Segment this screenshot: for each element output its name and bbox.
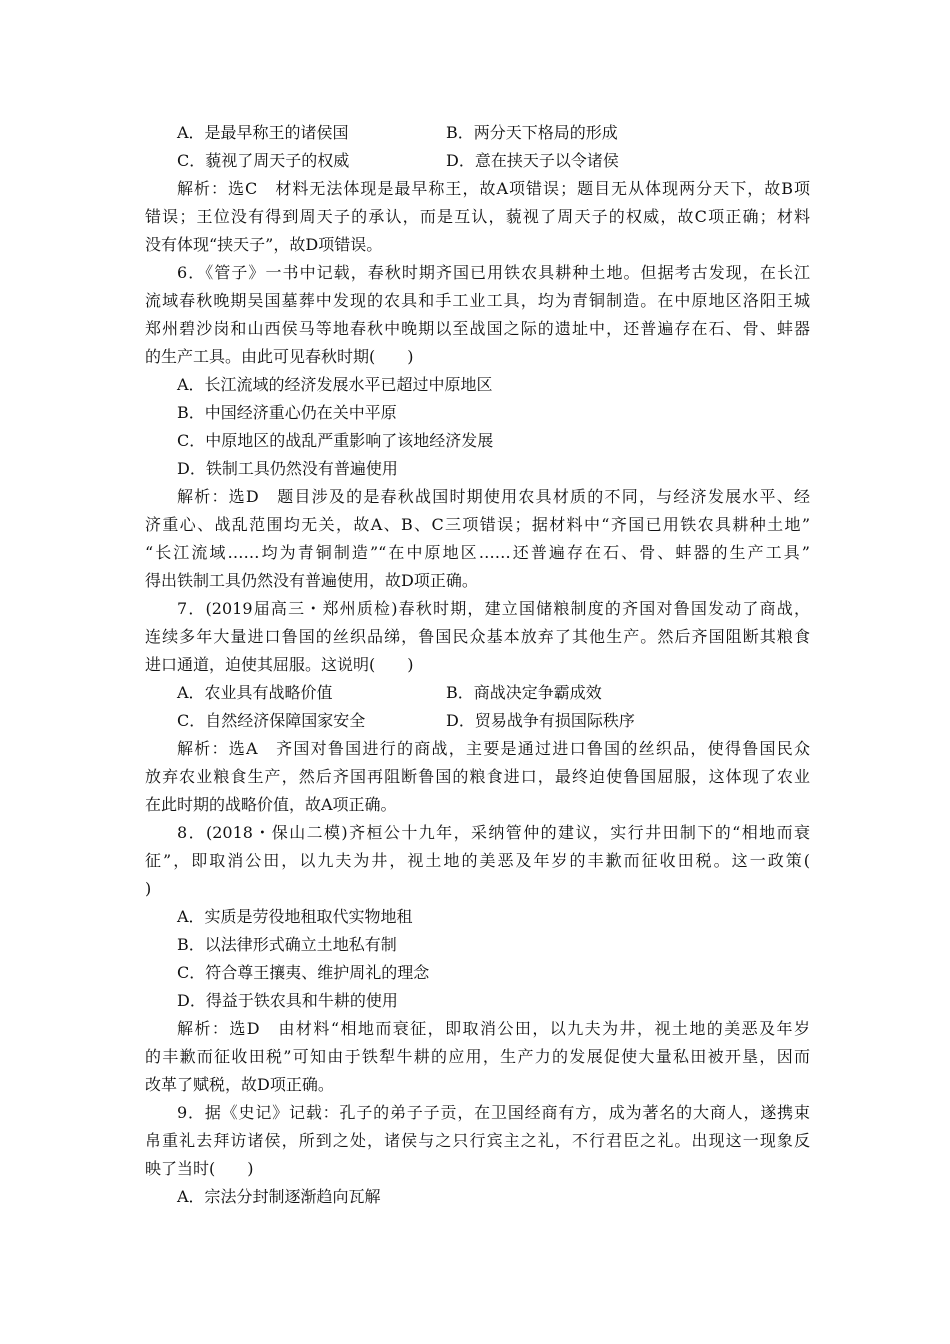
q9-stem-line-2: 帛重礼去拜访诸侯，所到之处，诸侯与之只行宾主之礼，不行君臣之礼。出现这一现象反 [145,1131,810,1150]
q6-analysis-line-4: 得出铁制工具仍然没有普遍使用，故D项正确。 [145,571,478,590]
q6-option-c: C．中原地区的战乱严重影响了该地经济发展 [177,431,494,450]
q9-stem-line-3: 映了当时( ) [145,1159,254,1178]
q8-analysis-line-1: 解析：选D 由材料“相地而衰征，即取消公田，以九夫为井，视土地的美恶及年岁 [177,1019,810,1038]
q6-stem-line-4: 的生产工具。由此可见春秋时期( ) [145,347,414,366]
q5-analysis-line-2: 错误；王位没有得到周天子的承认，而是互认，藐视了周天子的权威，故C项正确；材料 [145,207,810,226]
q7-stem-line-1: 7．(2019届高三・郑州质检)春秋时期，建立国储粮制度的齐国对鲁国发动了商战， [177,599,810,618]
q7-option-a: A．农业具有战略价值 [177,683,333,702]
q7-stem-line-3: 进口通道，迫使其屈服。这说明( ) [145,655,414,674]
q8-option-d: D．得益于铁农具和牛耕的使用 [177,991,398,1010]
q8-option-a: A．实质是劳役地租取代实物地租 [177,907,413,926]
q5-options-row-1 [145,119,810,147]
q8-stem-line-3: ) [145,879,152,898]
q6-stem-line-2: 流域春秋晚期吴国墓葬中发现的农具和手工业工具，均为青铜制造。在中原地区洛阳王城 [145,291,810,310]
q5-analysis-line-3: 没有体现“挟天子”，故D项错误。 [145,235,383,254]
q7-option-d: D．贸易战争有损国际秩序 [446,711,635,730]
q6-option-b: B．中国经济重心仍在关中平原 [177,403,397,422]
q5-option-a: A．是最早称王的诸侯国 [177,123,349,142]
q8-option-c: C．符合尊王攘夷、维护周礼的理念 [177,963,430,982]
q7-analysis-line-1: 解析：选A 齐国对鲁国进行的商战，主要是通过进口鲁国的丝织品，使得鲁国民众 [177,739,810,758]
q6-stem-line-1: 6．《管子》一书中记载，春秋时期齐国已用铁农具耕种土地。但据考古发现，在长江 [177,263,810,282]
q9-stem-line-1: 9．据《史记》记载：孔子的弟子子贡，在卫国经商有方，成为著名的大商人，遂携束 [177,1103,810,1122]
q5-analysis-line-1: 解析：选C 材料无法体现是最早称王，故A项错误；题目无从体现两分天下，故B项 [177,179,810,198]
q6-analysis-line-2: 济重心、战乱范围均无关，故A、B、C三项错误；据材料中“齐国已用铁农具耕种土地” [145,515,810,534]
q7-options-row-2 [145,707,810,735]
q6-analysis-line-3: “长江流域……均为青铜制造”“在中原地区……还普遍存在石、骨、蚌器的生产工具” [145,543,810,562]
q7-option-c: C．自然经济保障国家安全 [177,711,366,730]
q8-stem-line-2: 征”，即取消公田，以九夫为井，视土地的美恶及年岁的丰歉而征收田税。这一政策( [145,851,810,870]
q7-stem-line-2: 连续多年大量进口鲁国的丝织品绨，鲁国民众基本放弃了其他生产。然后齐国阻断其粮食 [145,627,810,646]
q7-options-row-1 [145,679,810,707]
q5-option-d: D．意在挟天子以令诸侯 [446,151,619,170]
q6-option-d: D．铁制工具仍然没有普遍使用 [177,459,398,478]
q7-analysis-line-2: 放弃农业粮食生产，然后齐国再阻断鲁国的粮食进口，最终迫使鲁国屈服，这体现了农业 [145,767,810,786]
question-content [145,119,810,1211]
q5-option-c: C．藐视了周天子的权威 [177,151,350,170]
q8-analysis-line-3: 改革了赋税，故D项正确。 [145,1075,334,1094]
q8-option-b: B．以法律形式确立土地私有制 [177,935,397,954]
q8-analysis-line-2: 的丰歉而征收田税”可知由于铁犁牛耕的应用，生产力的发展促使大量私田被开垦，因而 [145,1047,810,1066]
q5-options-row-2 [145,147,810,175]
q6-analysis-line-1: 解析：选D 题目涉及的是春秋战国时期使用农具材质的不同，与经济发展水平、经 [177,487,810,506]
q9-option-a: A．宗法分封制逐渐趋向瓦解 [177,1187,381,1206]
q7-option-b: B．商战决定争霸成效 [446,683,602,702]
q7-analysis-line-3: 在此时期的战略价值，故A项正确。 [145,795,397,814]
q6-stem-line-3: 郑州碧沙岗和山西侯马等地春秋中晚期以至战国之际的遗址中，还普遍存在石、骨、蚌器 [145,319,810,338]
q8-stem-line-1: 8．(2018・保山二模)齐桓公十九年，采纳管仲的建议，实行井田制下的“相地而衰 [177,823,810,842]
q6-option-a: A．长江流域的经济发展水平已超过中原地区 [177,375,493,394]
q5-option-b: B．两分天下格局的形成 [446,123,618,142]
